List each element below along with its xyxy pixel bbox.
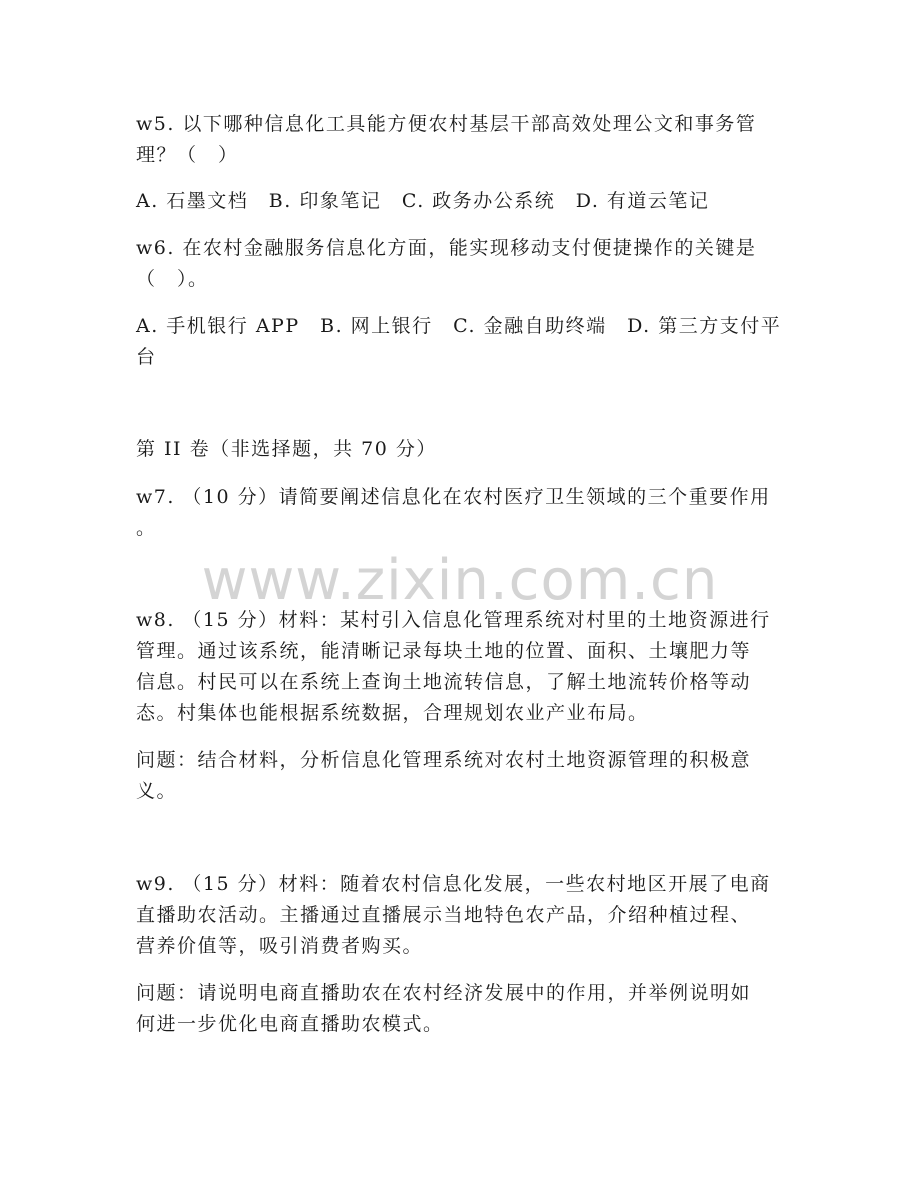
q9-question-line2: 何进一步优化电商直播助农模式。 xyxy=(136,1013,444,1035)
q8-material-line4: 态。村集体也能根据系统数据，合理规划农业产业布局。 xyxy=(136,702,649,724)
q9-material-line3: 营养价值等，吸引消费者购买。 xyxy=(136,935,424,957)
q9-material-line1: w9. （15 分）材料：随着农村信息化发展，一些农村地区开展了电商 xyxy=(136,873,771,895)
q8-material-line3: 信息。村民可以在系统上查询土地流转信息，了解土地流转价格等动 xyxy=(136,671,752,693)
q6-stem-line2: （ ）。 xyxy=(136,268,209,290)
q6-options-line1: A. 手机银行 APP B. 网上银行 C. 金融自助终端 D. 第三方支付平 xyxy=(136,315,782,337)
section2-title: 第 II 卷（非选择题，共 70 分） xyxy=(136,438,437,460)
q5-stem-line2: 理？（ ） xyxy=(136,144,239,166)
q9-material-line2: 直播助农活动。主播通过直播展示当地特色农产品，介绍种植过程、 xyxy=(136,904,752,926)
q9-question-line1: 问题：请说明电商直播助农在农村经济发展中的作用，并举例说明如 xyxy=(136,982,752,1004)
q8-question-line2: 义。 xyxy=(136,780,178,802)
q7-line1: w7. （10 分）请简要阐述信息化在农村医疗卫生领域的三个重要作用 xyxy=(136,486,771,508)
q8-question-line1: 问题：结合材料，分析信息化管理系统对农村土地资源管理的积极意 xyxy=(136,749,752,771)
q8-material-line2: 管理。通过该系统，能清晰记录每块土地的位置、面积、土壤肥力等 xyxy=(136,640,752,662)
q7-line2: 。 xyxy=(136,517,157,539)
q6-options-line2: 台 xyxy=(136,346,157,368)
watermark: www.zixin.com.cn xyxy=(201,548,719,613)
q5-stem-line1: w5. 以下哪种信息化工具能方便农村基层干部高效处理公文和事务管 xyxy=(136,113,757,135)
q5-options: A. 石墨文档 B. 印象笔记 C. 政务办公系统 D. 有道云笔记 xyxy=(136,190,710,212)
q6-stem-line1: w6. 在农村金融服务信息化方面，能实现移动支付便捷操作的关键是 xyxy=(136,237,757,259)
q8-material-line1: w8. （15 分）材料：某村引入信息化管理系统对村里的土地资源进行 xyxy=(136,609,771,631)
